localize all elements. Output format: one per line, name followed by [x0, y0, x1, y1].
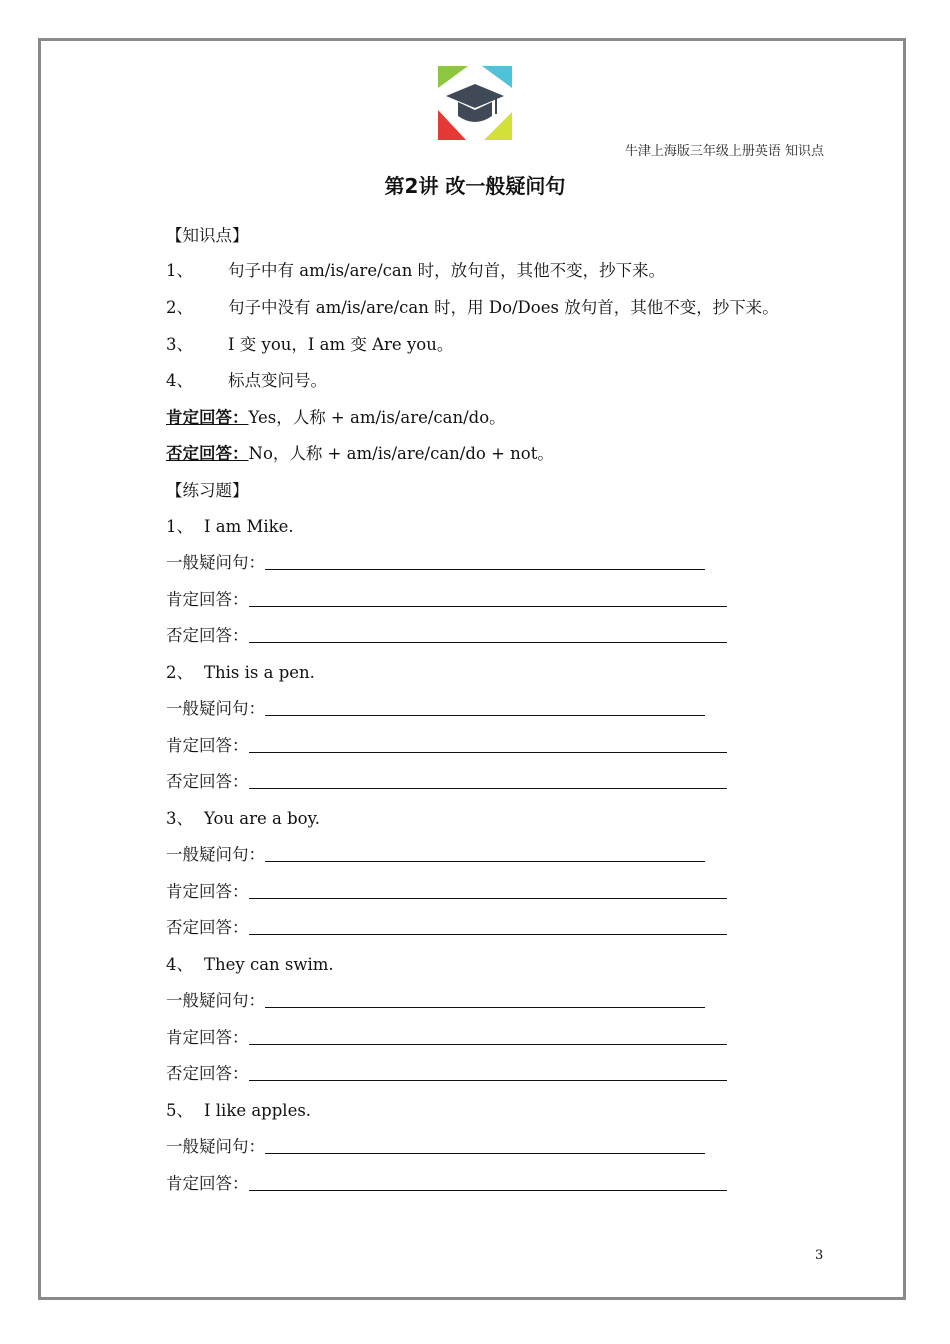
- positive-rule-text: Yes，人称 + am/is/are/can/do。: [248, 408, 506, 427]
- question-label: 一般疑问句：: [166, 1137, 265, 1156]
- exercise-number: 4、: [166, 955, 193, 974]
- negative-answer-blank[interactable]: [249, 1064, 727, 1081]
- knowledge-item: [166, 371, 327, 391]
- negative-answer-label: 否定回答：: [166, 1064, 249, 1083]
- item-number: 2、: [166, 298, 193, 317]
- positive-row: [166, 1028, 727, 1048]
- question-row: [166, 699, 705, 719]
- exercise-sentence: [166, 1101, 311, 1121]
- negative-label: 否定回答：: [166, 444, 249, 463]
- positive-answer-label: 肯定回答：: [166, 590, 249, 609]
- item-text: 句子中有 am/is/are/can 时，放句首，其他不变，抄下来。: [228, 261, 666, 280]
- positive-answer-label: 肯定回答：: [166, 882, 249, 901]
- question-answer-blank[interactable]: [265, 699, 705, 716]
- negative-answer-blank[interactable]: [249, 918, 727, 935]
- negative-row: [166, 1064, 727, 1084]
- negative-row: [166, 626, 727, 646]
- question-label: 一般疑问句：: [166, 991, 265, 1010]
- sentence-text: You are a boy.: [204, 809, 320, 828]
- exercise-sentence: [166, 663, 315, 683]
- sentence-text: They can swim.: [204, 955, 334, 974]
- question-answer-blank[interactable]: [265, 553, 705, 570]
- positive-row: [166, 590, 727, 610]
- exercise-sentence: [166, 809, 320, 829]
- negative-answer-label: 否定回答：: [166, 918, 249, 937]
- sentence-text: I am Mike.: [204, 517, 294, 536]
- question-answer-blank[interactable]: [265, 1137, 705, 1154]
- question-label: 一般疑问句：: [166, 553, 265, 572]
- item-text: 标点变问号。: [228, 371, 327, 390]
- negative-answer-blank[interactable]: [249, 772, 727, 789]
- positive-label: 肯定回答：: [166, 408, 249, 427]
- item-number: 3、: [166, 335, 193, 354]
- exercises-heading: 【练习题】: [166, 481, 249, 500]
- exercise-number: 1、: [166, 517, 193, 536]
- item-text: I 变 you，I am 变 Are you。: [228, 335, 454, 354]
- question-row: [166, 1137, 705, 1157]
- header-note: 牛津上海版三年级上册英语 知识点: [624, 144, 824, 159]
- page-number: 3: [815, 1248, 824, 1263]
- positive-answer-rule: [166, 408, 506, 428]
- sentence-text: I like apples.: [204, 1101, 312, 1120]
- exercise-sentence: [166, 517, 294, 537]
- negative-answer-rule: [166, 444, 554, 464]
- question-label: 一般疑问句：: [166, 699, 265, 718]
- positive-answer-label: 肯定回答：: [166, 736, 249, 755]
- positive-answer-label: 肯定回答：: [166, 1028, 249, 1047]
- question-answer-blank[interactable]: [265, 845, 705, 862]
- page-title: 第2讲 改一般疑问句: [384, 174, 566, 198]
- negative-answer-label: 否定回答：: [166, 772, 249, 791]
- positive-answer-blank[interactable]: [249, 736, 727, 753]
- knowledge-item: [166, 261, 665, 281]
- negative-answer-label: 否定回答：: [166, 626, 249, 645]
- positive-row: [166, 882, 727, 902]
- item-number: 4、: [166, 371, 193, 390]
- knowledge-item: [166, 335, 453, 355]
- negative-rule-text: No，人称 + am/is/are/can/do + not。: [248, 444, 554, 463]
- exercise-number: 5、: [166, 1101, 193, 1120]
- question-row: [166, 991, 705, 1011]
- knowledge-item: [166, 298, 779, 318]
- question-answer-blank[interactable]: [265, 991, 705, 1008]
- question-row: [166, 845, 705, 865]
- exercise-number: 2、: [166, 663, 193, 682]
- positive-answer-label: 肯定回答：: [166, 1174, 249, 1193]
- sentence-text: This is a pen.: [204, 663, 315, 682]
- positive-answer-blank[interactable]: [249, 590, 727, 607]
- positive-row: [166, 1174, 727, 1194]
- graduation-cap-logo: [438, 66, 512, 140]
- exercise-number: 3、: [166, 809, 193, 828]
- negative-row: [166, 772, 727, 792]
- negative-answer-blank[interactable]: [249, 626, 727, 643]
- question-label: 一般疑问句：: [166, 845, 265, 864]
- positive-answer-blank[interactable]: [249, 882, 727, 899]
- positive-row: [166, 736, 727, 756]
- exercise-sentence: [166, 955, 334, 975]
- positive-answer-blank[interactable]: [249, 1028, 727, 1045]
- negative-row: [166, 918, 727, 938]
- knowledge-heading: 【知识点】: [166, 226, 249, 245]
- item-text: 句子中没有 am/is/are/can 时，用 Do/Does 放句首，其他不变，抄下来。: [228, 298, 779, 317]
- item-number: 1、: [166, 261, 193, 280]
- positive-answer-blank[interactable]: [249, 1174, 727, 1191]
- question-row: [166, 553, 705, 573]
